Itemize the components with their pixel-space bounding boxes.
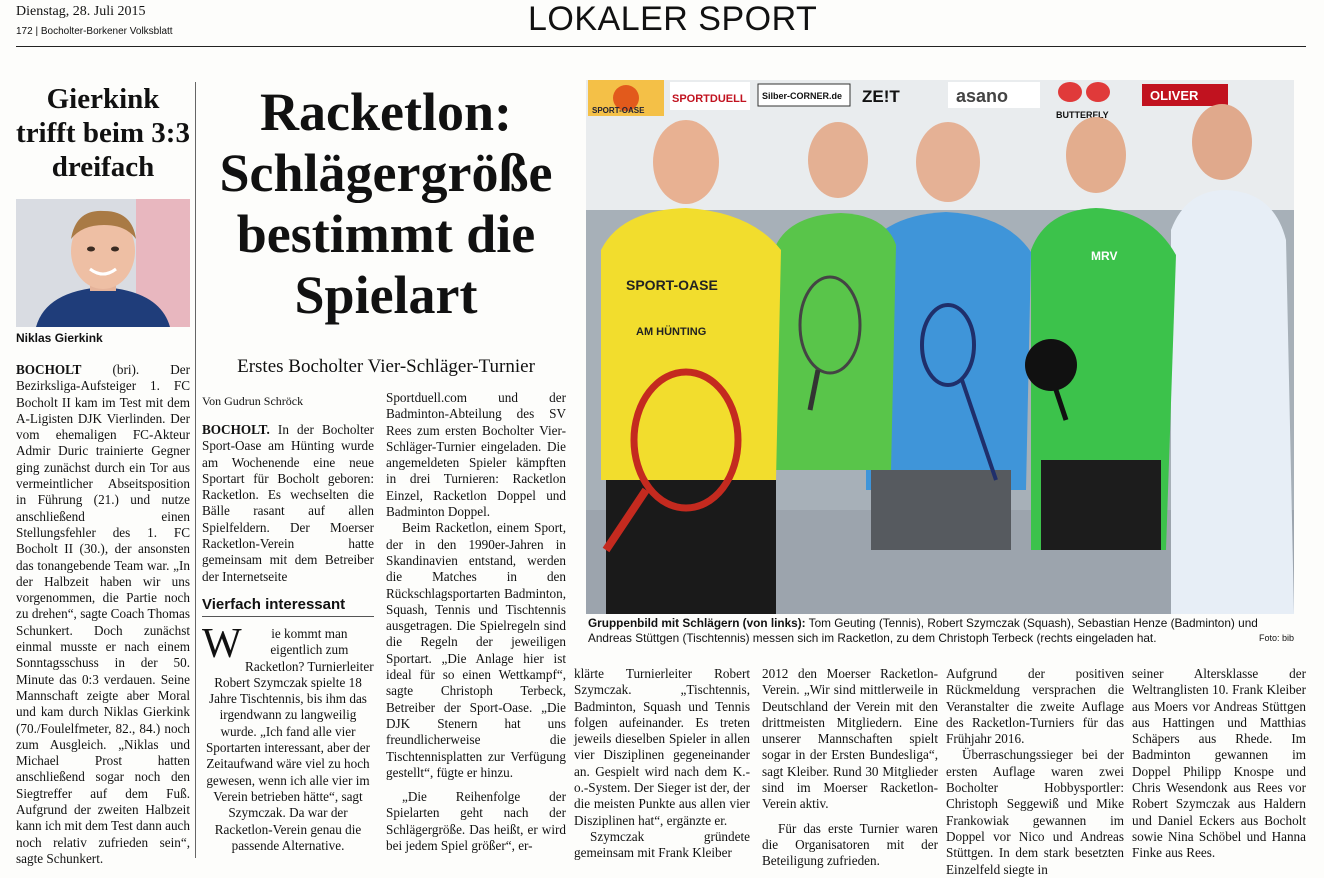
info-box — [202, 621, 374, 854]
sponsor-logo-5: asano — [956, 86, 1009, 106]
col2-paragraph-3: „Die Reihenfolge der Spielarten geht nach der Schlägergröße. Das heißt, er wird bei jedem Spiel größer“, er- — [386, 789, 566, 854]
sponsor-logo-2: SPORTDUELL — [672, 93, 747, 105]
shirt-text-huenting: AM HÜNTING — [636, 326, 707, 338]
main-subheadline: Erstes Bocholter Vier-Schläger-Turnier — [237, 356, 535, 377]
drop-cap: W — [202, 621, 242, 667]
main-headline: Racketlon: Schlägergröße bestimmt die Spielart — [219, 82, 553, 325]
main-col-1 — [202, 422, 374, 585]
publication-line: 172 | Bocholter-Borkener Volksblatt — [16, 26, 173, 37]
player-portrait — [16, 199, 190, 327]
caption-text: Tom Geuting (Tennis), Robert Szymczak (Squash), Sebastian Henze (Badminton) und Andreas Stüttgen (Tischtennis) messen sich im Racketlon, zu dem Christoph Terbeck (rechts eingeladen hat. — [588, 616, 1258, 645]
col3-paragraph-2: Szymczak gründete gemeinsam mit Frank Kleiber — [574, 828, 750, 861]
main-col-4 — [762, 666, 938, 870]
shirt-text-mrv: MRV — [1091, 249, 1118, 263]
col2-paragraph-1: Sportduell.com und der Badminton-Abteilung des SV Rees zum ersten Bocholter Vier-Schläger-Turnier eingeladen. Die angemeldeten Spieler kämpften in drei Turnieren: Racketlon Einzel, Racketlon Doppel und Badminton Doppel. — [386, 390, 566, 520]
photo-credit: Foto: bib — [1258, 633, 1294, 643]
portrait-caption: Niklas Gierkink — [16, 331, 103, 345]
caption-lead: Gruppenbild mit Schlägern (von links): — [588, 616, 806, 630]
header-rule — [16, 46, 1306, 47]
main-col-5 — [946, 666, 1124, 878]
photo-caption — [588, 616, 1294, 646]
byline: Von Gudrun Schröck — [202, 394, 304, 408]
col4-paragraph-2: Für das erste Turnier waren die Organisatoren mit der Beteiligung zufrieden. — [762, 820, 938, 869]
main-col-3 — [574, 666, 750, 862]
col5-paragraph-2: Überraschungssieger bei der ersten Auflage waren zwei Bocholter Hobbysportler: Christoph Seggewiß und Mike Frankowiak gewannen im Doppel vor Nico und Andreas Stüttgen. In dem stark besetzten Einzelfeld siegte in — [946, 747, 1124, 877]
sponsor-logo-3: Silber-CORNER.de — [762, 91, 843, 101]
side-body-text: (bri). Der Bezirksliga-Aufsteiger 1. FC Bocholt II kam im Test mit dem A-Ligisten DJK Vierlinden. Der vom ehemaligen FC-Akteur Admir Duric trainierte Gegner ging zunächst durch ein Tor aus vermeintlicher Abseitsposition in Führung (21.) und nutze anschließend einen Stellungsfehler des 1. FC Bocholt II (30.), der ansonsten das tonangebende Team war. „In der Halbzeit haben wir uns vorgenommen, die Partie noch zu drehen“, sagte Coach Thomas Schunkert. Doch zunächst einmal musste er nach einem Sonntagsschuss in der 50. Minute das 0:3 verdauen. Seine Mannschaft zeigte aber Moral und kam durch Niklas Gierkink (70./Foulelfmeter, 82., 84.) noch zum Ausgleich. „Niklas und Michael Prost hatten anschließend sogar noch den Siegtreffer auf dem Fuß. Aufgrund der zweiten Halbzeit kann ich mit dem Test dann auch noch relativ zufrieden sein“, sagte Schunkert. — [16, 362, 190, 866]
col4-paragraph-1: 2012 den Moerser Racketlon-Verein. „Wir sind mittlerweile in Deutschland der Verein mit den drittmeisten Mitgliedern. Eine unserer Mannschaften spielt sogar in der Ersten Bundesliga“, sagt Kleiber. Rund 30 Mitglieder sind im Moerser Racketlon-Verein aktiv. — [762, 666, 938, 812]
col6-paragraph-1: seiner Altersklasse der Weltranglisten 10. Frank Kleiber aus Moers vor Andreas Stüttgen aus Hattingen und Matthias Schäpers aus Rhede. Im Badminton gewannen im Doppel Philipp Knospe und Chris Wesendonk aus Rees vor Robert Szymczak aus Haldern und Daniel Eckers aus Bocholt sowie Nina Schöbel und Hanna Finke aus Rees. — [1132, 666, 1306, 861]
sponsor-logo-6: BUTTERFLY — [1056, 110, 1109, 120]
side-dateline: BOCHOLT — [16, 362, 82, 377]
section-title: LOKALER SPORT — [528, 0, 818, 38]
issue-date: Dienstag, 28. Juli 2015 — [16, 4, 146, 19]
main-col-2 — [386, 390, 566, 854]
box-heading: Vierfach interessant — [202, 596, 346, 613]
side-headline: Gierkink trifft beim 3:3 dreifach — [16, 83, 190, 183]
box-rule — [202, 616, 374, 617]
col2-paragraph-2: Beim Racketlon, einem Sport, der in den 1990er-Jahren in Skandinavien entstand, werden die Matches in den Rückschlagsportarten Badminton, Squash, Tennis und Tischtennis ausgetragen. Die Spielregeln sind die Regeln der jeweiligen Sportart. „Die Anlage hier ist ideal für so einen Wettkampf“, sagte Christoph Terbeck, Betreiber der Sport-Oase. „Die DJK Stenern hat uns freundlicherweise die Tischtennisplatten zur Verfügung gestellt“, fügte er hinzu. — [386, 520, 566, 780]
shirt-text-sport-oase: SPORT-OASE — [626, 277, 718, 293]
col1-text: In der Bocholter Sport-Oase am Hünting wurde am Wochenende eine neue Sportart für Bocholt geboren: Racketlon. Es wechselten die Bälle rasant auf allen Spielfeldern. Der Moerser Racketlon-Verein hatte gemeinsam mit dem Betreiber der Internetseite — [202, 422, 374, 584]
side-article-body — [16, 362, 190, 867]
sponsor-logo-4: ZE!T — [862, 87, 900, 106]
col5-paragraph-1: Aufgrund der positiven Rückmeldung versprachen die Veranstalter die zweite Auflage des Racketlon-Turniers für das Frühjahr 2016. — [946, 666, 1124, 747]
group-photo — [586, 80, 1294, 614]
main-col-6 — [1132, 666, 1306, 862]
main-dateline: BOCHOLT. — [202, 422, 270, 437]
sponsor-logo-1: SPORT-OASE — [592, 106, 645, 115]
col3-paragraph-1: klärte Turnierleiter Robert Szymczak. „Tischtennis, Badminton, Squash und Tennis folgen aufeinander. Es treten jeweils dieselben Spieler in allen vier Disziplinen gegeneinander an. Gespielt wird nach dem K.-o.-System. Der Sieger ist der, der die meisten Punkte aus allen vier Disziplinen hat“, ergänzte er. — [574, 666, 750, 828]
box-text: ie kommt man eigentlich zum Racketlon? Turnierleiter Robert Szymczak spielte 18 Jahre Tischtennis, bis ihm das irgendwann zu langweilig wurde. „Ich fand alle vier Sportarten interessant, aber der Zeitaufwand wäre viel zu hoch gewesen, wenn ich alle vier im Verein betrieben hätte“, sagt Szymczak. Da war der Racketlon-Verein genau die passende Alternative. — [205, 626, 374, 853]
sponsor-logo-7: OLIVER — [1150, 88, 1199, 103]
